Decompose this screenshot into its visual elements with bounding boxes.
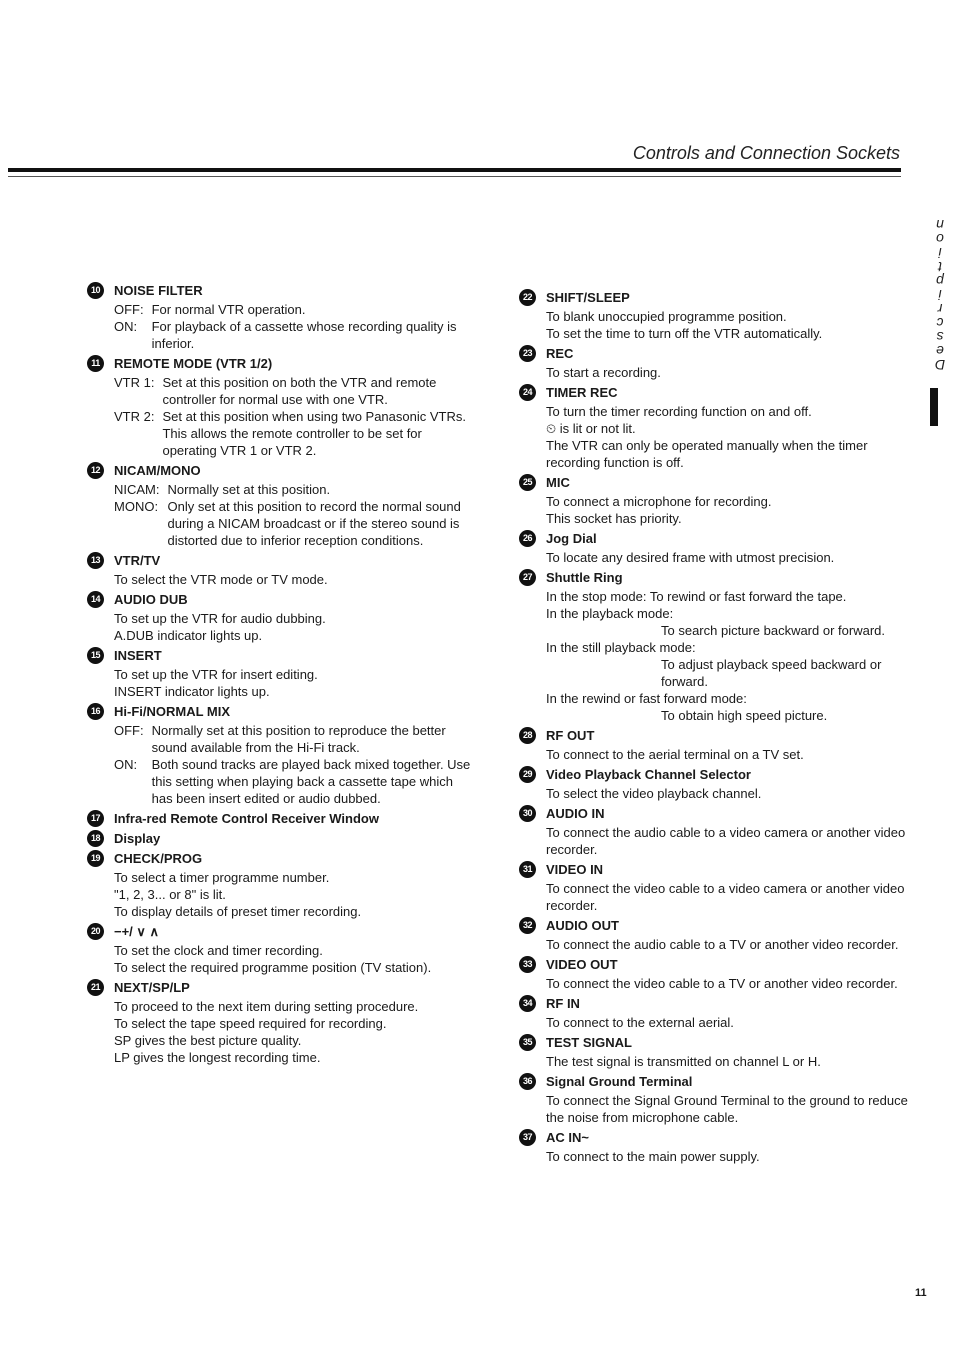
control-item — [87, 462, 477, 549]
side-tab-label: D e s c r i p t i o n — [934, 217, 946, 373]
shuttle-mode: In the rewind or fast forward mode: — [546, 691, 747, 706]
item-description: This socket has priority. — [546, 511, 682, 526]
item-number-badge: 33 — [519, 956, 536, 973]
item-description: To connect the audio cable to a video camera or another video recorder. — [546, 825, 906, 857]
left-column — [87, 282, 477, 1069]
item-title: Signal Ground Terminal — [546, 1074, 693, 1089]
item-title: −+/ ∨ ∧ — [114, 924, 160, 939]
control-item — [519, 474, 914, 527]
control-item — [87, 355, 477, 459]
item-title: VIDEO IN — [546, 862, 604, 877]
item-description: To connect the video cable to a video camera or another video recorder. — [546, 881, 905, 913]
item-title: RF OUT — [546, 728, 595, 743]
item-description: To select the tape speed required for recording. — [114, 1016, 387, 1031]
item-description: ⏲ is lit or not lit. — [546, 421, 636, 436]
item-title: Jog Dial — [546, 531, 597, 546]
item-number-badge: 14 — [87, 591, 104, 608]
item-description: To display details of preset timer recording. — [114, 904, 362, 919]
definition-list — [114, 481, 477, 549]
item-description: To turn the timer recording function on and off. — [546, 404, 812, 419]
control-item — [519, 956, 914, 992]
item-number-badge: 17 — [87, 810, 104, 827]
item-number-badge: 21 — [87, 979, 104, 996]
item-title: REC — [546, 346, 574, 361]
item-title: Hi-Fi/NORMAL MIX — [114, 704, 231, 719]
item-number-badge: 31 — [519, 861, 536, 878]
definition-list — [114, 722, 477, 807]
header-rule-thin — [8, 176, 901, 177]
item-description: To connect to the main power supply. — [546, 1149, 760, 1164]
control-item — [87, 591, 477, 644]
item-number-badge: 10 — [87, 282, 104, 299]
item-description: To set the time to turn off the VTR automatically. — [546, 326, 823, 341]
item-description: To connect a microphone for recording. — [546, 494, 772, 509]
page-number: 11 — [915, 1287, 927, 1299]
control-item — [519, 805, 914, 858]
shuttle-action: To search picture backward or forward. — [661, 623, 885, 638]
control-item — [519, 995, 914, 1031]
definition-term: NICAM: — [114, 482, 160, 497]
shuttle-mode: In the stop mode: — [546, 589, 647, 604]
item-description: SP gives the best picture quality. — [114, 1033, 302, 1048]
control-item — [519, 727, 914, 763]
definition-term: OFF: — [114, 302, 144, 317]
shuttle-action: To rewind or fast forward the tape. — [649, 589, 847, 604]
control-item — [519, 1073, 914, 1126]
item-title: AUDIO IN — [546, 806, 605, 821]
definition-desc: For normal VTR operation. — [151, 302, 306, 317]
item-title: AUDIO OUT — [546, 918, 619, 933]
item-number-badge: 19 — [87, 850, 104, 867]
shuttle-action: To adjust playback speed backward or forward. — [661, 657, 882, 689]
definition-desc: Set at this position when using two Panasonic VTRs. This allows the remote controller to be set for operating VTR 1 or VTR 2. — [162, 409, 466, 458]
definition-term: ON: — [114, 757, 138, 772]
item-description: To locate any desired frame with utmost precision. — [546, 550, 835, 565]
control-item — [519, 1129, 914, 1165]
control-item — [87, 830, 477, 847]
control-item — [519, 289, 914, 342]
item-description: The test signal is transmitted on channel L or H. — [546, 1054, 821, 1069]
control-item — [87, 923, 477, 976]
item-number-badge: 12 — [87, 462, 104, 479]
item-description: To connect the video cable to a TV or another video recorder. — [546, 976, 898, 991]
item-description: To set the clock and timer recording. — [114, 943, 323, 958]
item-number-badge: 22 — [519, 289, 536, 306]
item-description: To start a recording. — [546, 365, 661, 380]
item-title: MIC — [546, 475, 570, 490]
control-item — [87, 703, 477, 807]
definition-desc: Normally set at this position to reproduce the better sound available from the Hi-Fi track. — [151, 723, 446, 755]
header-rule — [8, 168, 901, 172]
shuttle-action: To obtain high speed picture. — [661, 708, 828, 723]
item-title: AC IN~ — [546, 1130, 589, 1145]
item-number-badge: 18 — [87, 830, 104, 847]
definition-desc: Set at this position on both the VTR and remote controller for normal use with one VTR. — [162, 375, 437, 407]
item-title: REMOTE MODE (VTR 1/2) — [114, 356, 273, 371]
side-tab-bar — [930, 388, 938, 426]
control-item — [87, 979, 477, 1066]
shuttle-mode: In the playback mode: — [546, 606, 674, 621]
item-description: To set up the VTR for insert editing. — [114, 667, 318, 682]
definition-list — [114, 374, 477, 459]
control-item — [87, 552, 477, 588]
shuttle-mode-row — [546, 690, 914, 707]
item-description: To connect to the external aerial. — [546, 1015, 734, 1030]
item-title: SHIFT/SLEEP — [546, 290, 630, 305]
item-description: To connect the audio cable to a TV or another video recorder. — [546, 937, 899, 952]
item-description: The VTR can only be operated manually when the timer recording function is off. — [546, 438, 868, 470]
item-description: To proceed to the next item during setting procedure. — [114, 999, 419, 1014]
item-number-badge: 13 — [87, 552, 104, 569]
control-item — [87, 282, 477, 352]
item-title: VTR/TV — [114, 553, 161, 568]
item-number-badge: 27 — [519, 569, 536, 586]
control-item — [519, 530, 914, 566]
item-title: NICAM/MONO — [114, 463, 201, 478]
item-title: NOISE FILTER — [114, 283, 203, 298]
item-title: NEXT/SP/LP — [114, 980, 190, 995]
control-item — [519, 384, 914, 471]
control-item — [519, 917, 914, 953]
item-description: "1, 2, 3... or 8" is lit. — [114, 887, 226, 902]
item-number-badge: 30 — [519, 805, 536, 822]
definition-desc: Both sound tracks are played back mixed together. Use this setting when playing back a cassette tape which has been insert edited or audio dubbed. — [151, 757, 471, 806]
right-column — [519, 289, 914, 1168]
item-number-badge: 24 — [519, 384, 536, 401]
item-description: LP gives the longest recording time. — [114, 1050, 321, 1065]
item-number-badge: 37 — [519, 1129, 536, 1146]
item-number-badge: 29 — [519, 766, 536, 783]
definition-list — [114, 301, 477, 352]
shuttle-mode-row — [546, 639, 914, 656]
item-description: To select the video playback channel. — [546, 786, 762, 801]
definition-desc: Normally set at this position. — [167, 482, 331, 497]
control-item — [519, 569, 914, 724]
item-number-badge: 32 — [519, 917, 536, 934]
header-title: Controls and Connection Sockets — [632, 143, 900, 163]
control-item — [519, 345, 914, 381]
item-title: CHECK/PROG — [114, 851, 203, 866]
definition-term: MONO: — [114, 499, 159, 514]
definition-desc: For playback of a cassette whose recording quality is inferior. — [151, 319, 457, 351]
shuttle-mode-row — [546, 588, 914, 605]
item-title: AUDIO DUB — [114, 592, 188, 607]
item-number-badge: 25 — [519, 474, 536, 491]
item-description: To select the VTR mode or TV mode. — [114, 572, 328, 587]
item-title: TEST SIGNAL — [546, 1035, 632, 1050]
item-number-badge: 26 — [519, 530, 536, 547]
item-number-badge: 34 — [519, 995, 536, 1012]
item-description: To blank unoccupied programme position. — [546, 309, 787, 324]
item-number-badge: 15 — [87, 647, 104, 664]
control-item — [519, 861, 914, 914]
control-item — [87, 647, 477, 700]
control-item — [519, 766, 914, 802]
definition-term: ON: — [114, 319, 138, 334]
definition-term: VTR 1: — [114, 375, 155, 390]
item-number-badge: 20 — [87, 923, 104, 940]
item-title: Display — [114, 831, 161, 846]
definition-term: VTR 2: — [114, 409, 155, 424]
item-number-badge: 11 — [87, 355, 104, 372]
item-description: To select the required programme position (TV station). — [114, 960, 432, 975]
item-title: RF IN — [546, 996, 580, 1011]
item-number-badge: 36 — [519, 1073, 536, 1090]
control-item — [519, 1034, 914, 1070]
item-title: INSERT — [114, 648, 162, 663]
item-description: To connect to the aerial terminal on a TV set. — [546, 747, 804, 762]
item-description: To connect the Signal Ground Terminal to the ground to reduce the noise from microphone cable. — [546, 1093, 908, 1125]
control-item — [87, 810, 477, 827]
control-item — [87, 850, 477, 920]
item-title: TIMER REC — [546, 385, 618, 400]
item-title: Infra-red Remote Control Receiver Window — [114, 811, 379, 826]
item-description: To select a timer programme number. — [114, 870, 330, 885]
definition-desc: Only set at this position to record the normal sound during a NICAM broadcast or if the stereo sound is distorted due to inferior reception conditions. — [167, 499, 461, 548]
item-number-badge: 28 — [519, 727, 536, 744]
shuttle-mode: In the still playback mode: — [546, 640, 696, 655]
item-title: VIDEO OUT — [546, 957, 618, 972]
item-title: Shuttle Ring — [546, 570, 623, 585]
item-number-badge: 16 — [87, 703, 104, 720]
item-number-badge: 35 — [519, 1034, 536, 1051]
item-description: To set up the VTR for audio dubbing. — [114, 611, 326, 626]
item-title: Video Playback Channel Selector — [546, 767, 751, 782]
item-number-badge: 23 — [519, 345, 536, 362]
item-description: INSERT indicator lights up. — [114, 684, 270, 699]
item-description: A.DUB indicator lights up. — [114, 628, 263, 643]
shuttle-mode-row — [546, 605, 914, 622]
definition-term: OFF: — [114, 723, 144, 738]
